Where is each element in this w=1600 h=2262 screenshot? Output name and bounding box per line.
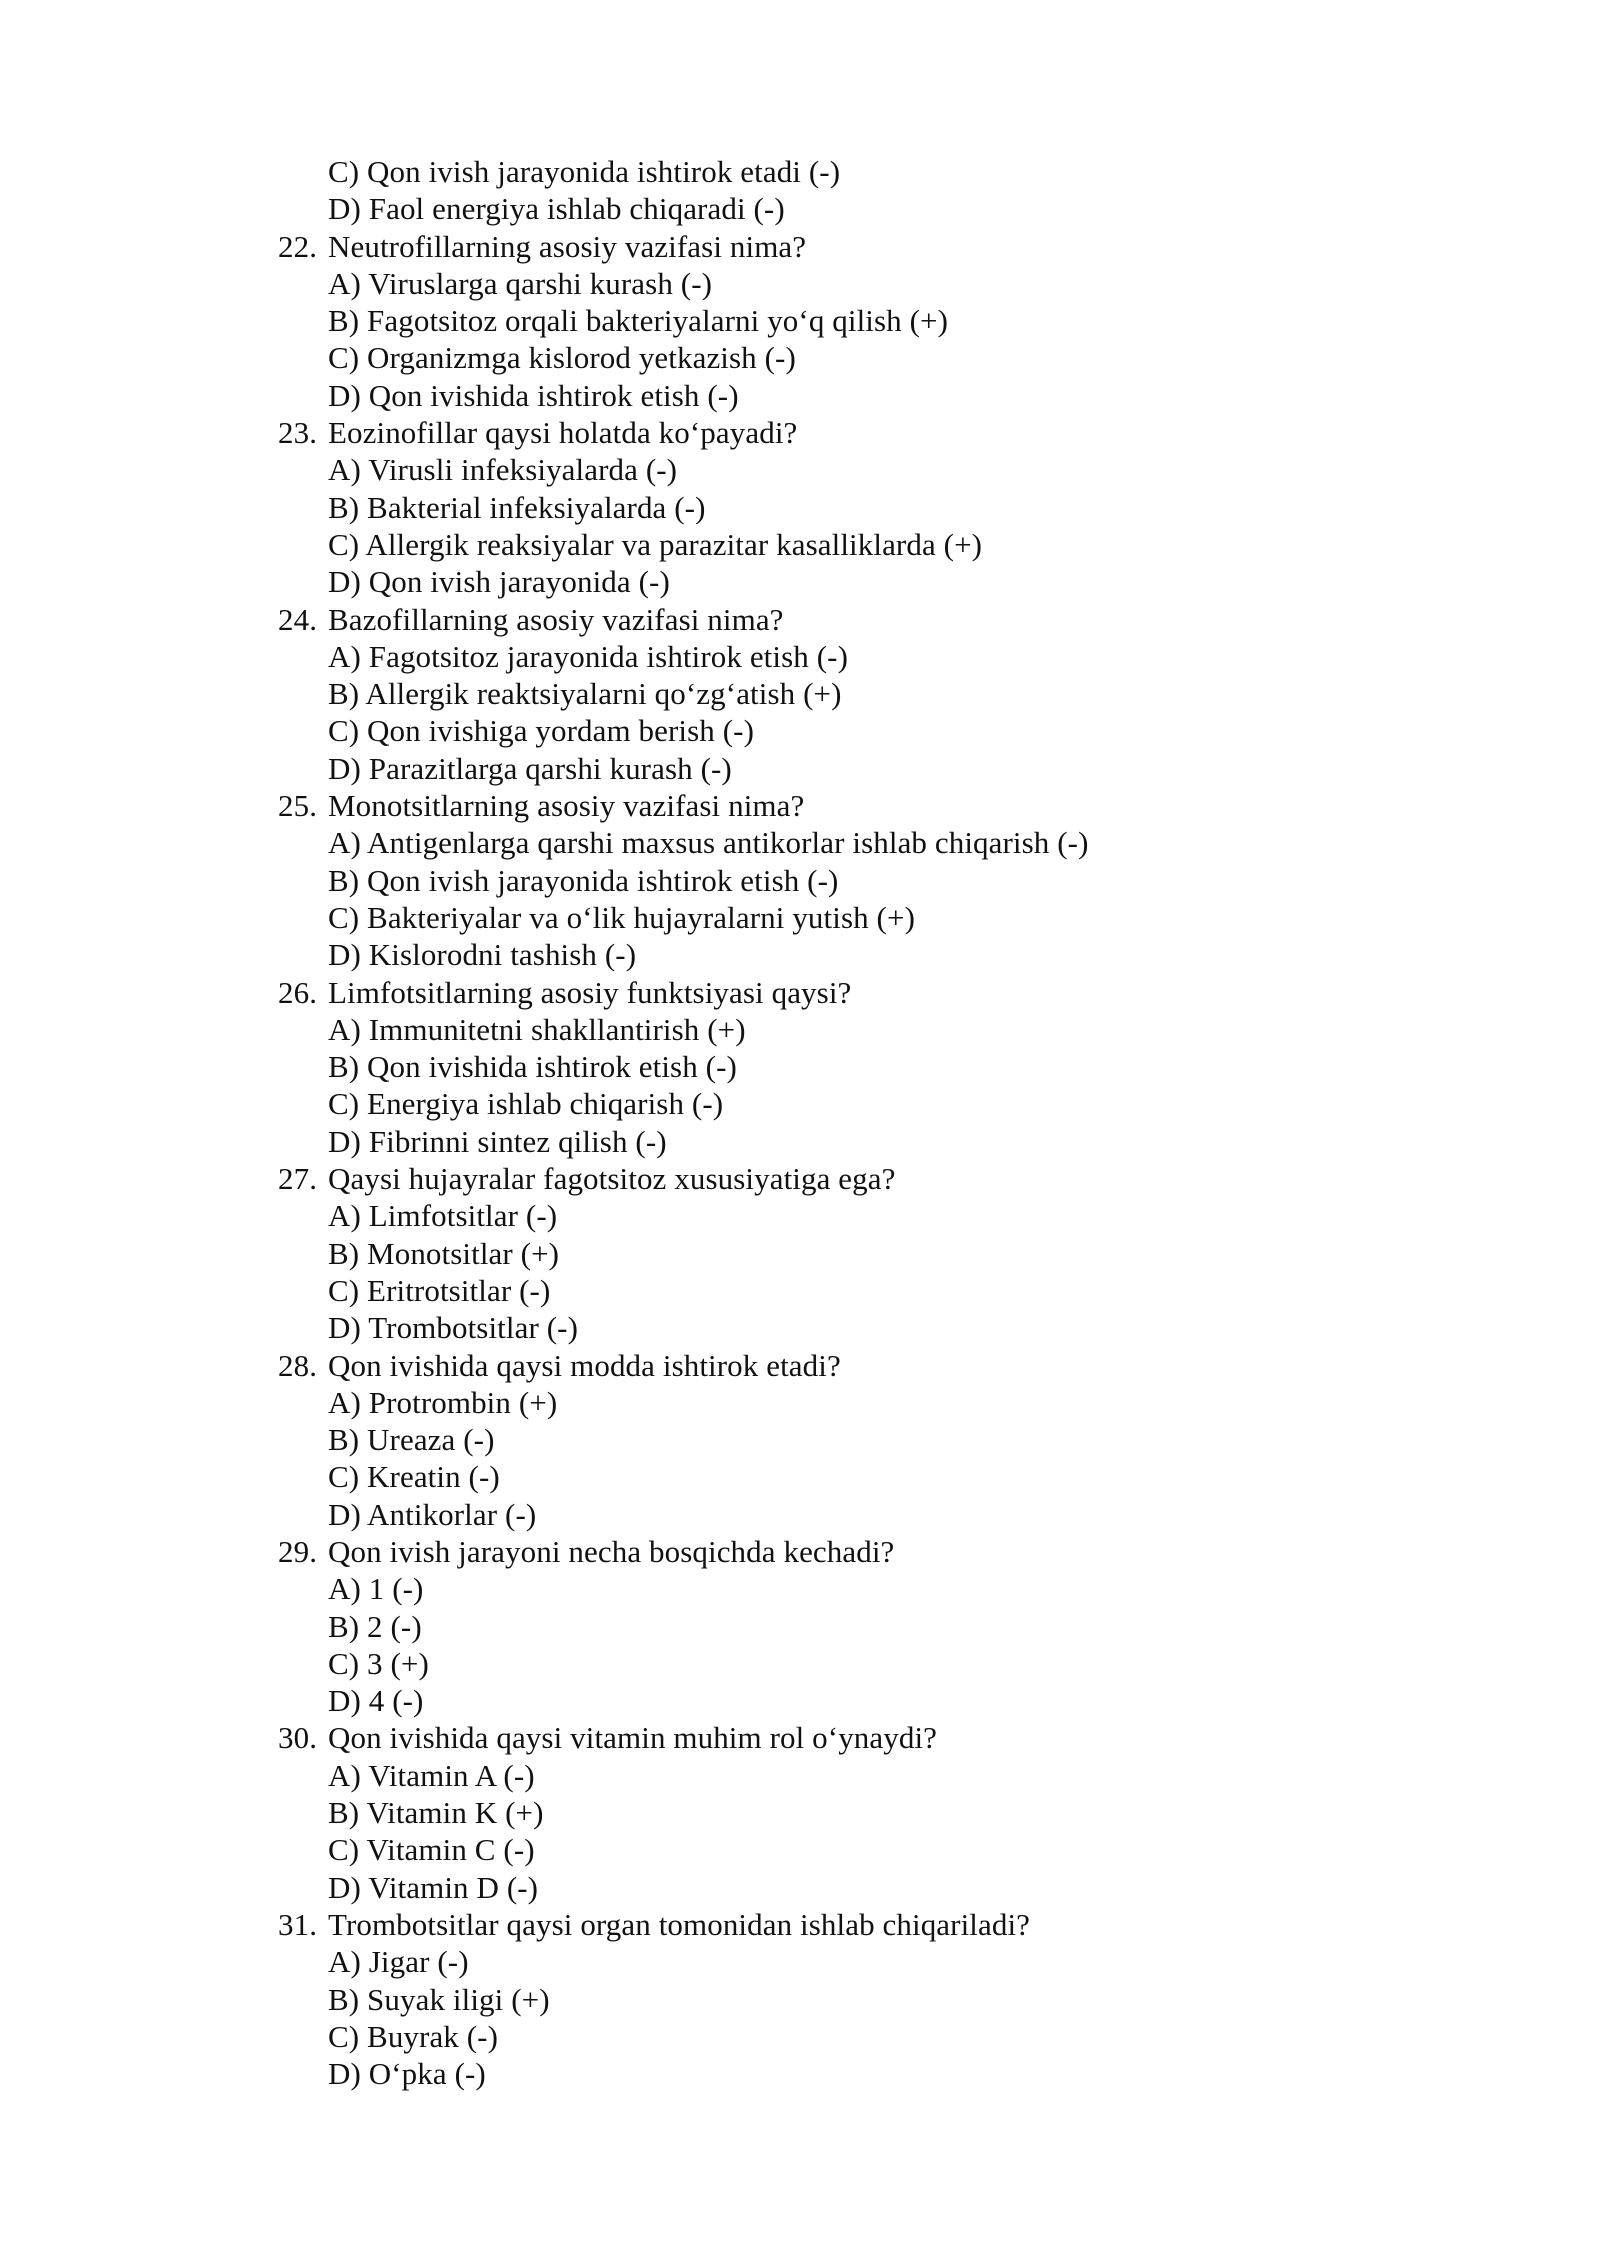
answer-option: D) Trombotsitlar (-) [328,1310,578,1346]
question-28 [278,1347,1458,1384]
question-text: Qaysi hujayralar fagotsitoz xususiyatiga ega? [328,1161,896,1197]
answer-option: A) Protrombin (+) [328,1384,558,1420]
question-25 [278,787,1458,824]
answer-option: A) Virusli infeksiyalarda (-) [328,452,678,488]
answer-option: B) Vitamin K (+) [328,1795,544,1831]
question-number: 24. [278,601,318,637]
answer-option: C) Energiya ishlab chiqarish (-) [328,1086,724,1122]
answer-option: A) 1 (-) [328,1571,424,1607]
question-number: 27. [278,1161,318,1197]
answer-option: D) Faol energiya ishlab chiqaradi (-) [328,191,785,227]
answer-option: B) Ureaza (-) [328,1422,495,1458]
answer-option: D) Kislorodni tashish (-) [328,937,637,973]
answer-option: D) 4 (-) [328,1683,424,1719]
answer-option: C) Eritrotsitlar (-) [328,1272,551,1308]
question-30 [278,1719,1458,1756]
answer-option: C) Bakteriyalar va o‘lik hujayralarni yutish (+) [328,899,915,935]
answer-option: B) Qon ivish jarayonida ishtirok etish (-) [328,862,839,898]
question-26 [278,974,1458,1011]
question-27 [278,1160,1458,1197]
question-number: 25. [278,788,318,824]
question-text: Qon ivishida qaysi vitamin muhim rol o‘ynaydi? [328,1720,938,1756]
answer-option: A) Jigar (-) [328,1944,469,1980]
answer-option: D) Qon ivishida ishtirok etish (-) [328,377,739,413]
question-31 [278,1906,1458,1943]
answer-option: C) 3 (+) [328,1645,429,1681]
answer-option: C) Organizmga kislorod yetkazish (-) [328,340,796,376]
answer-option: B) Monotsitlar (+) [328,1235,560,1271]
answer-option: A) Viruslarga qarshi kurash (-) [328,265,713,301]
answer-option: A) Antigenlarga qarshi maxsus antikorlar ishlab chiqarish (-) [328,825,1089,861]
question-text: Limfotsitlarning asosiy funktsiyasi qaysi? [328,974,852,1010]
answer-option: B) 2 (-) [328,1608,422,1644]
answer-option: B) Allergik reaktsiyalarni qo‘zg‘atish (+) [328,676,842,712]
answer-option: D) Antikorlar (-) [328,1496,537,1532]
question-text: Trombotsitlar qaysi organ tomonidan ishlab chiqariladi? [328,1906,1031,1942]
question-text: Neutrofillarning asosiy vazifasi nima? [328,228,807,264]
answer-option: A) Limfotsitlar (-) [328,1198,558,1234]
answer-option: D) O‘pka (-) [328,2056,486,2092]
question-24 [278,601,1458,638]
question-text: Bazofillarning asosiy vazifasi nima? [328,601,784,637]
question-number: 22. [278,228,318,264]
answer-option: C) Vitamin C (-) [328,1832,535,1868]
question-22 [278,228,1458,265]
question-list [278,153,1458,2092]
answer-option: D) Vitamin D (-) [328,1869,539,1905]
answer-option: B) Suyak iligi (+) [328,1981,550,2017]
answer-option: C) Buyrak (-) [328,2018,499,2054]
question-number: 26. [278,974,318,1010]
answer-option: C) Allergik reaksiyalar va parazitar kasalliklarda (+) [328,526,983,562]
answer-option: D) Parazitlarga qarshi kurash (-) [328,750,732,786]
answer-option: C) Kreatin (-) [328,1459,500,1495]
question-number: 29. [278,1533,318,1569]
question-text: Qon ivishida qaysi modda ishtirok etadi? [328,1347,841,1383]
question-23 [278,414,1458,451]
answer-option: A) Fagotsitoz jarayonida ishtirok etish (-) [328,638,848,674]
question-29 [278,1533,1458,1570]
question-text: Monotsitlarning asosiy vazifasi nima? [328,788,805,824]
answer-option: B) Fagotsitoz orqali bakteriyalarni yo‘q qilish (+) [328,303,949,339]
question-text: Eozinofillar qaysi holatda ko‘payadi? [328,415,798,451]
question-number: 30. [278,1720,318,1756]
answer-option: A) Immunitetni shakllantirish (+) [328,1011,746,1047]
answer-option: C) Qon ivish jarayonida ishtirok etadi (-) [328,154,841,189]
answer-option: D) Fibrinni sintez qilish (-) [328,1123,667,1159]
answer-option: C) Qon ivishiga yordam berish (-) [328,713,755,749]
answer-option: A) Vitamin A (-) [328,1757,535,1793]
answer-option: D) Qon ivish jarayonida (-) [328,564,670,600]
answer-option: B) Bakterial infeksiyalarda (-) [328,489,706,525]
question-number: 31. [278,1906,318,1942]
question-number: 23. [278,415,318,451]
question-text: Qon ivish jarayoni necha bosqichda kechadi? [328,1533,895,1569]
answer-option: B) Qon ivishida ishtirok etish (-) [328,1049,737,1085]
question-number: 28. [278,1347,318,1383]
